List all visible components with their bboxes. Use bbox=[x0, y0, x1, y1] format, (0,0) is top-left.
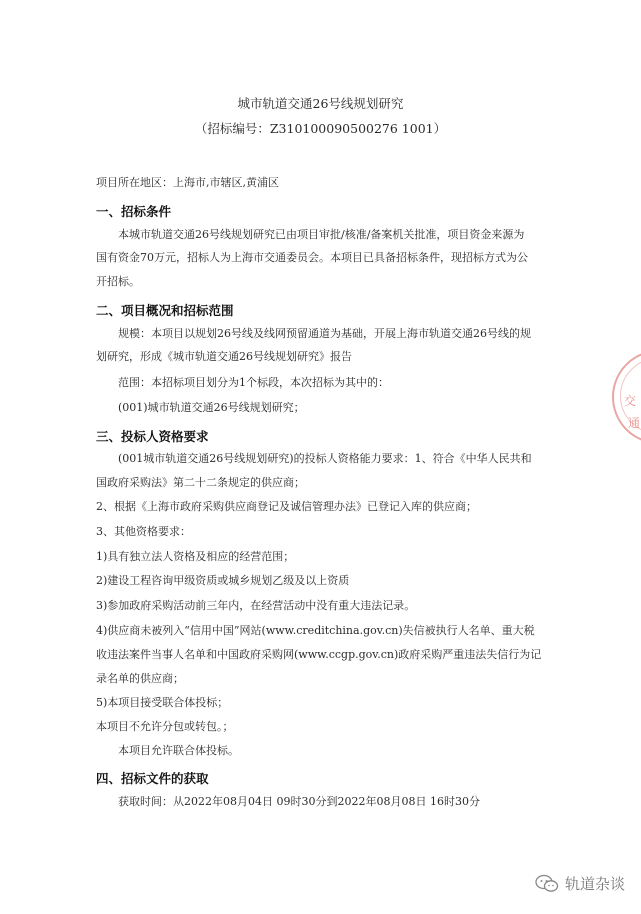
body-line: 录名单的供应商； bbox=[96, 672, 184, 685]
body-line: 获取时间：从2022年08月04日 09时30分到2022年08月08日 16时30分 bbox=[118, 795, 480, 808]
seal-char: 通 bbox=[628, 416, 641, 430]
body-line: 本项目不允许分包或转包。； bbox=[96, 720, 234, 733]
seal-char: 交 bbox=[624, 394, 637, 408]
wechat-watermark bbox=[535, 873, 625, 894]
body-line: (001城市轨道交通26号线规划研究)的投标人资格能力要求：1、符合《中华人民共和 bbox=[118, 452, 532, 465]
body-line: 国有资金70万元，招标人为上海市交通委员会。本项目已具备招标条件，现招标方式为公 bbox=[96, 251, 528, 264]
bid-number: （招标编号：Z310100090500276 1001） bbox=[194, 121, 447, 136]
wechat-icon bbox=[535, 874, 559, 894]
body-line: 3、其他资格要求： bbox=[96, 525, 191, 538]
body-line: 2、根据《上海市政府采购供应商登记及诚信管理办法》已登记入库的供应商； bbox=[96, 500, 477, 513]
body-line: 开招标。 bbox=[96, 275, 140, 288]
project-location: 项目所在地区：上海市,市辖区,黄浦区 bbox=[96, 176, 279, 189]
body-line: 国政府采购法》第二十二条规定的供应商； bbox=[96, 476, 305, 489]
watermark-text: 轨道杂谈 bbox=[565, 875, 626, 893]
section-heading-doc-acquisition: 四、招标文件的获取 bbox=[96, 771, 209, 786]
body-line: 4)供应商未被列入“信用中国”网站(www.creditchina.gov.cn)失信被执行人名单、重大税 bbox=[96, 624, 535, 637]
body-line: 1)具有独立法人资格及相应的经营范围； bbox=[96, 550, 295, 563]
section-heading-overview-scope: 二、项目概况和招标范围 bbox=[96, 303, 234, 318]
body-line: 划研究，形成《城市轨道交通26号线规划研究》报告 bbox=[96, 350, 352, 363]
body-line: 2)建设工程咨询甲级资质或城乡规划乙级及以上资质 bbox=[96, 574, 350, 587]
body-line: 本项目允许联合体投标。 bbox=[118, 744, 239, 757]
body-line: 3)参加政府采购活动前三年内，在经营活动中没有重大违法记录。 bbox=[96, 599, 416, 612]
section-heading-bid-conditions: 一、招标条件 bbox=[96, 204, 172, 219]
body-line: 5)本项目接受联合体投标； bbox=[96, 696, 229, 709]
body-line: 本城市轨道交通26号线规划研究已由项目审批/核准/备案机关批准，项目资金来源为 bbox=[118, 228, 525, 241]
body-line: 收违法案件当事人名单和中国政府采购网(www.ccgp.gov.cn)政府采购严重违法失信行为记 bbox=[96, 648, 542, 661]
section-heading-qualification: 三、投标人资格要求 bbox=[96, 429, 209, 444]
body-line: 规模：本项目以规划26号线及线网预留通道为基础，开展上海市轨道交通26号线的规 bbox=[118, 327, 531, 340]
body-line: (001)城市轨道交通26号线规划研究； bbox=[118, 401, 305, 414]
document-title: 城市轨道交通26号线规划研究 bbox=[237, 96, 404, 111]
body-line: 范围：本招标项目划分为1个标段，本次招标为其中的： bbox=[118, 376, 389, 389]
